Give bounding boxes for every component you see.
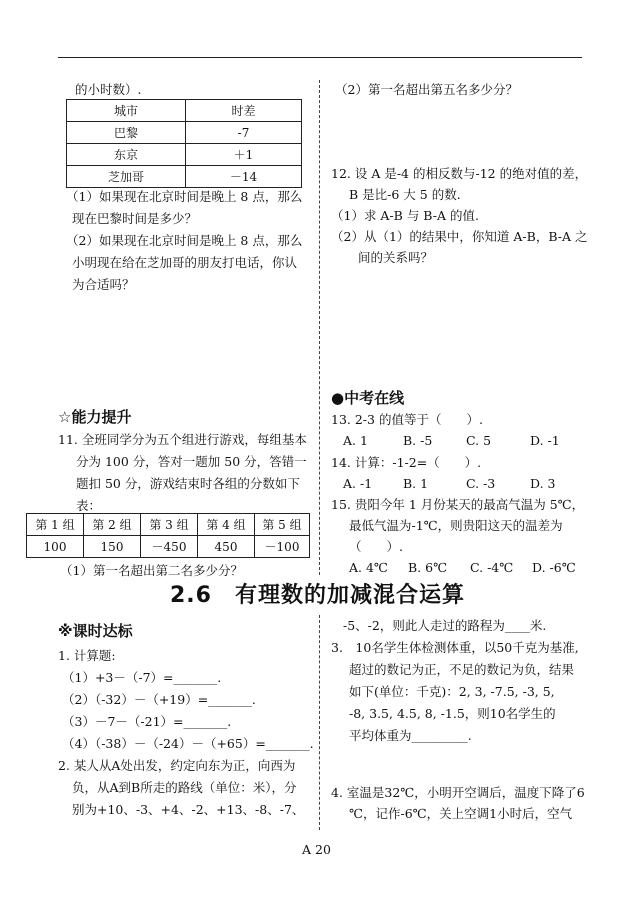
option: D. -6℃	[532, 560, 576, 575]
table-cell: ＋1	[186, 144, 302, 166]
option: A. 1	[343, 433, 368, 448]
question-line: 分为 100 分，答对一题加 50 分，答错一	[76, 454, 307, 469]
question-line: -8, 3.5, 4.5, 8, -1.5，则10名学生的	[349, 706, 556, 721]
question-line: 13. 2-3 的值等于（ ）.	[331, 412, 483, 427]
question-line: 11. 全班同学分为五个组进行游戏，每组基本	[58, 432, 307, 447]
question-line: 表：	[76, 498, 102, 513]
table-cell: 450	[198, 536, 255, 558]
header-rule	[58, 57, 582, 58]
question-line: （1）第一名超出第二名多少分？	[60, 563, 243, 578]
table-cell: －100	[255, 536, 310, 558]
question-line: （3）－7－（-21）=_______.	[62, 714, 232, 729]
table-header: 第 1 组	[27, 514, 84, 536]
question-line: （2）从（1）的结果中，你知道 A-B，B-A 之	[331, 229, 588, 244]
option: D. -1	[530, 433, 560, 448]
question-line: （4）（-38）－（-24）－（+65）=_______.	[62, 736, 314, 751]
question-line: 4. 室温是32℃，小明开空调后，温度下降了6	[331, 785, 585, 800]
column-divider	[319, 80, 320, 575]
option: A. -1	[343, 476, 373, 491]
question-line: 为合适吗？	[72, 277, 135, 292]
option: C. 5	[466, 433, 492, 448]
question-line: 别为+10、-3、+4、-2、+13、-8、-7、	[72, 802, 305, 817]
table-cell: 巴黎	[67, 122, 186, 144]
question-line: （2）如果现在北京时间是晚上 8 点，那么	[66, 233, 303, 248]
question-line: B 是比-6 大 5 的数.	[349, 187, 461, 202]
question-line: 小明现在给在芝加哥的朋友打电话，你认	[72, 255, 298, 270]
question-line: 平均体重为_________.	[349, 728, 472, 743]
question-line: （ ）.	[349, 539, 403, 554]
question-line: 15. 贵阳今年 1 月份某天的最高气温为 5℃，	[331, 497, 585, 512]
exam-heading: ●中考在线	[331, 389, 405, 407]
option: B. -5	[403, 433, 433, 448]
table-cell: 100	[27, 536, 84, 558]
table-header: 第 3 组	[141, 514, 198, 536]
question-line: ℃，记作-6℃，关上空调1小时后，空气	[349, 806, 573, 821]
table-cell: －450	[141, 536, 198, 558]
question-line: 如下(单位：千克)：2, 3, -7.5, -3, 5,	[349, 684, 555, 699]
option: D. 3	[530, 476, 556, 491]
question-line: 题扣 50 分，游戏结束时各组的分数如下	[76, 476, 300, 491]
table-header: 第 5 组	[255, 514, 310, 536]
option: B. 1	[403, 476, 429, 491]
page-number: A 20	[302, 842, 331, 857]
question-line: 12. 设 A 是-4 的相反数与-12 的绝对值的差，	[331, 166, 588, 181]
intro-text: 的小时数）.	[75, 82, 142, 97]
question-line: （1）求 A-B 与 B-A 的值.	[331, 208, 479, 223]
question-line: -5、-2，则此人走过的路程为____米.	[343, 618, 547, 633]
question-line: 间的关系吗？	[358, 250, 434, 265]
score-table	[26, 513, 310, 558]
question-line: 最低气温为-1℃，则贵阳这天的温差为	[349, 518, 563, 533]
question-line: （2）（-32）－（+19）=_______.	[62, 692, 256, 707]
question-line: 3. 10名学生体检测体重，以50千克为基准,	[331, 640, 579, 655]
lesson-heading: ※课时达标	[58, 622, 133, 640]
table-cell: -7	[186, 122, 302, 144]
option: C. -3	[466, 476, 496, 491]
table-cell: －14	[186, 166, 302, 188]
city-time-table	[66, 99, 302, 188]
table-header: 第 2 组	[84, 514, 141, 536]
table-header: 时差	[186, 100, 302, 122]
question-line: （1）+3－（-7）=_______.	[62, 670, 222, 685]
question-line: 1. 计算题:	[58, 648, 116, 663]
table-cell: 150	[84, 536, 141, 558]
option: B. 6℃	[408, 560, 448, 575]
option: C. -4℃	[470, 560, 514, 575]
table-header: 城市	[67, 100, 186, 122]
section-title: 2.6 有理数的加减混合运算	[170, 583, 465, 608]
table-cell: 芝加哥	[67, 166, 186, 188]
column-divider-lower	[319, 615, 320, 830]
question-line: 2. 某人从A处出发，约定向东为正，向西为	[58, 758, 296, 773]
question-line: 负，从A到B所走的路线（单位：米），分	[72, 780, 297, 795]
question-line: 14. 计算：-1-2=（ ）.	[331, 455, 482, 470]
ability-heading: ☆能力提升	[58, 408, 132, 426]
table-cell: 东京	[67, 144, 186, 166]
question-line: （2）第一名超出第五名多少分？	[335, 82, 518, 97]
question-line: 超过的数记为正，不足的数记为负，结果	[349, 662, 575, 677]
question-line: 现在巴黎时间是多少？	[72, 211, 198, 226]
question-line: （1）如果现在北京时间是晚上 8 点，那么	[66, 189, 303, 204]
table-header: 第 4 组	[198, 514, 255, 536]
option: A. 4℃	[349, 560, 388, 575]
